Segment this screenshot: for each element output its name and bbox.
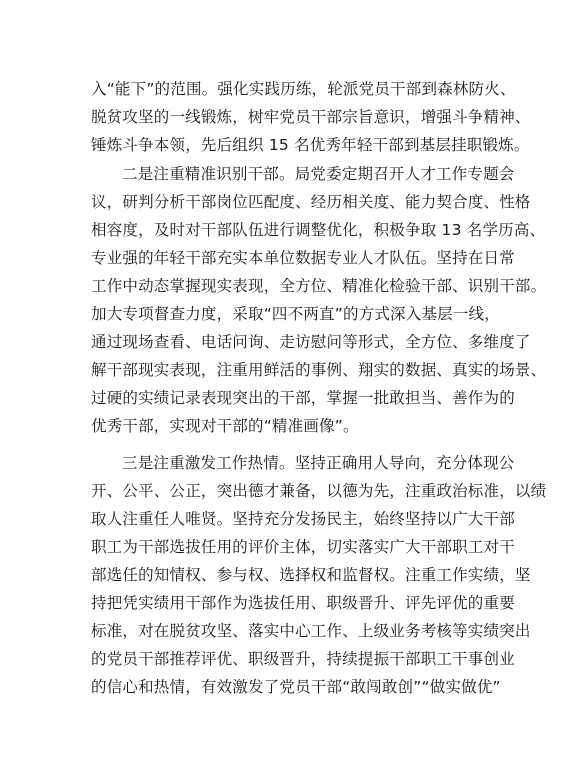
text-line: 职工为干部选拔任用的评价主体，切实落实广大干部职工对干 [91, 538, 515, 556]
text-line: 锤炼斗争本领，先后组织 15 名优秀年轻干部到基层挂职锻炼。 [91, 136, 530, 154]
text-line: 脱贫攻坚的一线锻炼，树牢党员干部宗旨意识，增强斗争精神、 [91, 108, 531, 126]
text-line: 部选任的知情权、参与权、选择权和监督权。注重工作实绩，坚 [91, 566, 531, 584]
text-line: 取人注重任人唯贤。坚持充分发扬民主，始终坚持以广大干部 [91, 510, 515, 528]
text-line: 议，研判分析干部岗位匹配度、经历相关度、能力契合度、性格 [91, 193, 531, 211]
text-line: 的党员干部推荐评优、职级晋升，持续提振干部职工干事创业 [91, 650, 515, 668]
text-line: 相容度，及时对干部队伍进行调整优化，积极争取 13 名学历高、 [91, 221, 546, 239]
text-line: 的信心和热情，有效激发了党员干部“敢闯敢创”“做实做优” [91, 678, 501, 696]
text-line: 通过现场查看、电话问询、走访慰问等形式，全方位、多维度了 [91, 333, 531, 351]
text-line: 开、公平、公正，突出德才兼备，以德为先，注重政治标准，以绩 [91, 482, 547, 500]
text-line: 过硬的实绩记录表现突出的干部，掌握一批敢担当、善作为的 [91, 389, 515, 407]
text-line: 三是注重激发工作热情。坚持正确用人导向，充分体现公 [122, 454, 515, 472]
text-line: 入“能下”的范围。强化实践历练，轮派党员干部到森林防火、 [91, 80, 516, 98]
text-line: 二是注重精准识别干部。局党委定期召开人才工作专题会 [122, 165, 515, 183]
text-line: 标准，对在脱贫攻坚、落实中心工作、上级业务考核等实绩突出 [91, 622, 531, 640]
text-line: 加大专项督查力度，采取“四不两直”的方式深入基层一线， [91, 305, 500, 323]
text-line: 优秀干部，实现对干部的“精准画像”。 [91, 417, 359, 435]
text-line: 解干部现实表现，注重用鲜活的事例、翔实的数据、真实的场景、 [91, 361, 547, 379]
text-line: 工作中动态掌握现实表现，全方位、精准化检验干部、识别干部。 [91, 277, 547, 295]
text-line: 专业强的年轻干部充实本单位数据专业人才队伍。坚持在日常 [91, 249, 515, 267]
text-line: 持把凭实绩用干部作为选拔任用、职级晋升、评先评优的重要 [91, 594, 515, 612]
